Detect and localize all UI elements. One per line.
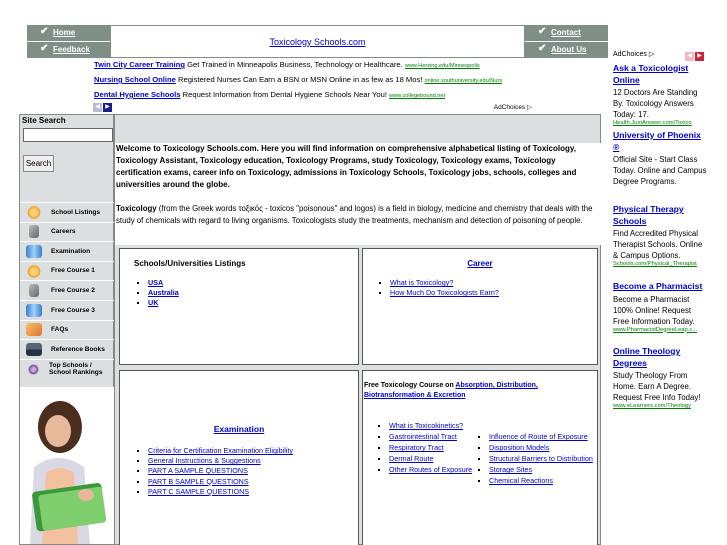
- search-button[interactable]: Search: [23, 155, 54, 172]
- right-ad-4-url[interactable]: www.PharmacistDegreeLeap.c...: [613, 326, 698, 333]
- top-ad-2[interactable]: [94, 75, 502, 84]
- list-item: [489, 475, 598, 486]
- nav-about-label[interactable]: About Us: [551, 45, 587, 54]
- right-ad-3[interactable]: [613, 204, 708, 267]
- course-link-respiratory[interactable]: Respiratory Tract: [389, 443, 444, 452]
- schools-link-uk[interactable]: UK: [148, 298, 159, 308]
- right-ad-1-url[interactable]: Health.JustAnswer.com/Toxico: [613, 120, 692, 126]
- top-ad-1-url[interactable]: www.Herzing.edu/Minneapolis: [404, 63, 480, 69]
- sidebar-item-label[interactable]: Careers: [51, 228, 76, 236]
- adchoices-icon: ▷: [527, 104, 532, 111]
- nav-about-button[interactable]: [525, 42, 608, 58]
- student-photo: [20, 387, 114, 544]
- sidebar-item-free-course-2[interactable]: [20, 280, 115, 300]
- top-ad-3[interactable]: [94, 90, 445, 99]
- nav-home-label[interactable]: Home: [53, 28, 76, 37]
- right-adchoices[interactable]: [613, 50, 654, 58]
- course-link-influence[interactable]: Influence of Route of Exposure: [489, 432, 588, 441]
- schools-list: [132, 278, 179, 309]
- next-arrow-icon[interactable]: ▶: [695, 52, 704, 61]
- course-list-right: [473, 431, 598, 486]
- sidebar-item-examination[interactable]: [20, 241, 115, 261]
- examination-box: [119, 370, 359, 545]
- sidebar-item-label[interactable]: Top Schools / School Rankings: [49, 361, 103, 377]
- top-ad-3-text: Request Information from Dental Hygiene Schools Near You!: [182, 90, 387, 99]
- right-ad-3-url[interactable]: Schools.com/Physical_Therapist: [613, 261, 697, 267]
- list-item: [148, 278, 179, 288]
- right-ad-column: [610, 48, 708, 415]
- list-item: [148, 487, 293, 497]
- free-course-3-icon: [26, 304, 42, 317]
- career-box: [362, 248, 598, 365]
- careers-icon: [29, 225, 39, 238]
- exam-link-part-c[interactable]: PART C SAMPLE QUESTIONS: [148, 486, 250, 496]
- list-item: [389, 464, 473, 475]
- course-box-heading: [364, 381, 594, 401]
- free-course-box: [362, 370, 598, 545]
- definition-term: Toxicology: [116, 204, 157, 213]
- right-ad-5[interactable]: [613, 346, 708, 409]
- course-link-gi-tract[interactable]: Gastrointestinal Tract: [389, 432, 457, 441]
- right-ad-2[interactable]: [613, 130, 708, 187]
- right-ad-2-title[interactable]: University of Phoenix ®: [613, 130, 701, 152]
- list-item: [389, 420, 473, 431]
- sidebar-item-school-listings[interactable]: [20, 202, 115, 222]
- career-link-earn[interactable]: How Much Do Toxicologists Earn?: [390, 288, 499, 298]
- right-ad-arrows: [685, 50, 705, 61]
- prev-arrow-icon[interactable]: ◀: [685, 52, 694, 61]
- prev-arrow-icon[interactable]: ◀: [93, 103, 102, 112]
- top-ad-bar: [92, 59, 532, 112]
- list-item: [148, 477, 293, 487]
- top-ad-3-title[interactable]: Dental Hygiene Schools: [94, 90, 181, 99]
- top-adchoices-label[interactable]: AdChoices: [493, 104, 526, 111]
- right-ad-3-text: Find Accredited Physical Therapist Schools. Online & Campus Options.: [613, 229, 703, 260]
- sidebar-item-free-course-1[interactable]: [20, 261, 115, 281]
- nav-feedback-button[interactable]: [27, 42, 110, 58]
- site-search-label: Site Search: [22, 116, 66, 125]
- sidebar-item-free-course-3[interactable]: [20, 300, 115, 320]
- exam-link-instructions[interactable]: General Instructions & Suggestions: [148, 456, 261, 466]
- sidebar-item-careers[interactable]: [20, 222, 115, 242]
- top-ad-2-title[interactable]: Nursing School Online: [94, 75, 176, 84]
- sidebar-item-label[interactable]: Free Course 2: [51, 286, 95, 294]
- list-item: [148, 466, 293, 476]
- top-ad-2-url[interactable]: online.southuniversity.edu/Nurs: [424, 78, 503, 84]
- right-ad-2-text: Official Site - Start Class Today. Online and Campus Degree Programs.: [613, 155, 707, 186]
- course-link-toxicokinetics[interactable]: What is Toxicokinetics?: [389, 421, 464, 430]
- course-title-link[interactable]: Absorption, Distribution, Biotransformation & Excretion: [364, 382, 538, 399]
- check-icon: ✔: [538, 43, 547, 54]
- list-item: [489, 464, 598, 475]
- course-link-barriers[interactable]: Structural Barriers to Distribution: [489, 454, 593, 463]
- sidebar-item-label[interactable]: School Listings: [51, 208, 101, 216]
- list-item: [390, 288, 499, 298]
- nav-contact-label[interactable]: Contact: [551, 28, 581, 37]
- top-ad-1-text: Get Trained in Minneapolis Business, Technology or Healthcare.: [187, 60, 403, 69]
- course-link-disposition[interactable]: Disposition Models: [489, 443, 550, 452]
- top-ad-arrows: [93, 101, 113, 112]
- sidebar-item-label[interactable]: Examination: [51, 247, 91, 255]
- examination-box-title[interactable]: Examination: [213, 424, 265, 434]
- sidebar-item-label[interactable]: Free Course 3: [51, 306, 95, 314]
- right-ad-1-title[interactable]: Ask a Toxicologist Online: [613, 63, 689, 85]
- schools-listings-box: [119, 248, 359, 365]
- top-ad-1-title[interactable]: Twin City Career Training: [94, 60, 186, 69]
- examination-icon: [26, 245, 42, 258]
- list-item: [489, 431, 598, 442]
- right-adchoices-label[interactable]: AdChoices: [613, 51, 647, 58]
- right-ad-5-title[interactable]: Online Theology Degrees: [613, 346, 681, 368]
- list-item: [148, 288, 179, 298]
- adchoices-icon: ▷: [648, 51, 655, 58]
- right-ad-4[interactable]: [613, 281, 708, 333]
- list-item: [390, 278, 499, 288]
- course-link-dermal[interactable]: Dermal Route: [389, 454, 434, 463]
- exam-list: [132, 446, 293, 497]
- next-arrow-icon[interactable]: ▶: [103, 103, 112, 112]
- sidebar-nav: [20, 202, 115, 378]
- top-ad-2-text: Registered Nurses Can Earn a BSN or MSN Online in as few as 18 Mos!: [177, 75, 423, 84]
- exam-link-part-a[interactable]: PART A SAMPLE QUESTIONS: [148, 466, 248, 476]
- career-link-what-is[interactable]: What is Toxicology?: [390, 278, 454, 287]
- search-input[interactable]: [23, 128, 113, 142]
- top-ad-1[interactable]: [94, 60, 480, 69]
- right-ad-1[interactable]: [613, 63, 708, 126]
- exam-link-criteria[interactable]: Criteria for Certification Examination Eligibility: [148, 446, 293, 455]
- faqs-icon: [26, 323, 42, 336]
- sidebar-item-reference-books[interactable]: [20, 339, 115, 359]
- feedback-check-mark: ✔: [59, 67, 68, 78]
- list-item: [148, 456, 293, 466]
- site-title-link[interactable]: Toxicology Schools.com: [269, 36, 366, 47]
- check-icon: ✔: [40, 43, 49, 54]
- career-box-title[interactable]: Career: [467, 259, 493, 268]
- top-ad-3-url[interactable]: www.collegebound.net: [389, 93, 446, 99]
- list-item: [389, 442, 473, 453]
- list-item: [148, 298, 179, 308]
- nav-home-button[interactable]: [27, 25, 110, 41]
- list-item: [389, 453, 473, 464]
- sidebar-item-label[interactable]: Free Course 1: [51, 267, 95, 275]
- list-item: [148, 446, 293, 456]
- top-navbar: [27, 25, 608, 58]
- schools-link-usa[interactable]: USA: [148, 278, 164, 287]
- graduation-cap-icon: [26, 343, 42, 356]
- check-icon: ✔: [40, 26, 49, 37]
- sidebar-item-label[interactable]: Reference Books: [51, 345, 105, 353]
- definition-paragraph: [115, 203, 602, 245]
- top-adchoices[interactable]: [494, 103, 532, 111]
- course-link-storage[interactable]: Storage Sites: [489, 465, 533, 474]
- list-item: [389, 431, 473, 442]
- sidebar-item-label[interactable]: FAQs: [51, 326, 69, 334]
- course-link-reactions[interactable]: Chemical Reactions: [489, 476, 553, 485]
- list-item: [489, 453, 598, 464]
- right-ad-1-text: 12 Doctors Are Standing By. Toxicology Answers Today: 17.: [613, 88, 698, 119]
- atom-icon: [27, 363, 40, 376]
- nav-contact-button[interactable]: [525, 25, 608, 41]
- right-ad-5-url[interactable]: www.eLearners.com/Theology: [613, 403, 691, 409]
- course-link-other-routes[interactable]: Other Routes of Exposure: [389, 465, 473, 474]
- definition-text: (from the Greek words τοξικός - toxicos "poisonous" and logos) is a field in biology, medicine and chemistry that deals with the study of chemicals with regard to living organisms. Toxicologists study the treatments, mechanism and detection of poisoning of people.: [116, 204, 593, 225]
- school-listings-icon: [26, 206, 42, 219]
- right-ad-4-text: Become a Pharmacist 100% Online! Request Free Information Today.: [613, 294, 695, 326]
- schools-box-title: Schools/Universities Listings: [134, 259, 246, 268]
- right-ad-5-text: Study Theology From Home. Earn A Degree. Request Free Info Today!: [613, 371, 701, 402]
- course-title-prefix: Free Toxicology Course on: [364, 382, 454, 389]
- sidebar-item-faqs[interactable]: [20, 320, 115, 340]
- free-course-2-icon: [29, 284, 39, 297]
- main-content: [114, 114, 601, 545]
- intro-paragraph: Welcome to Toxicology Schools.com. Here you will find information on comprehensive alphabetical listing of Toxicology, Toxicology Assistant, Toxicology education, Toxicology Programs, study Toxicology, Toxicology exams, Toxicology certification exams, career info on Toxicology, admissions in Toxicology Schools, Toxicology jobs, schools, colleges and universities around the globe.: [115, 143, 602, 221]
- right-ad-3-title[interactable]: Physical Therapy Schools: [613, 204, 684, 226]
- right-ad-4-title[interactable]: Become a Pharmacist: [613, 281, 703, 291]
- list-item: [489, 442, 598, 453]
- exam-link-part-b[interactable]: PART B SAMPLE QUESTIONS: [148, 476, 249, 486]
- career-list: [374, 278, 499, 298]
- free-course-1-icon: [26, 265, 42, 278]
- schools-link-australia[interactable]: Australia: [148, 288, 179, 298]
- sidebar-item-top-schools[interactable]: [20, 359, 115, 379]
- nav-feedback-label[interactable]: Feedback: [53, 45, 90, 54]
- site-title-box: [110, 25, 525, 58]
- check-icon: ✔: [538, 26, 547, 37]
- left-sidebar: [19, 114, 114, 545]
- course-list-left: [373, 420, 473, 475]
